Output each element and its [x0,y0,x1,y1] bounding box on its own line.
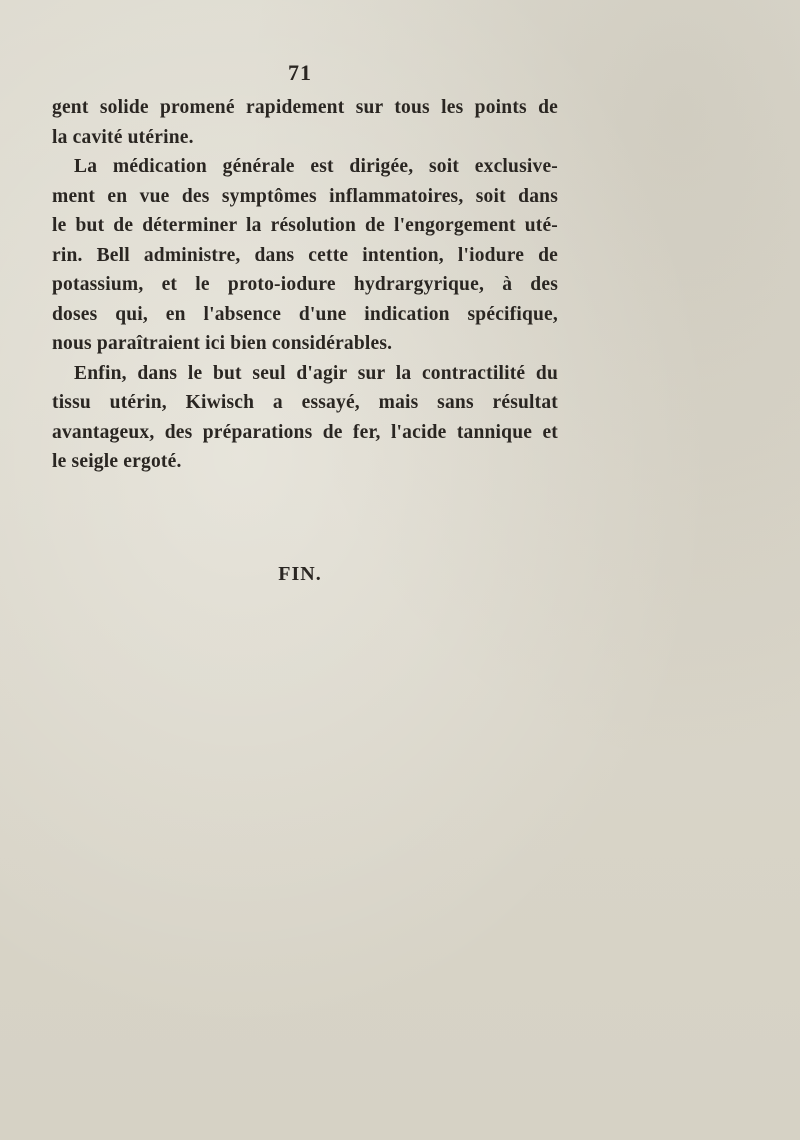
text-line: rin. Bell administre, dans cette intention, l'iodure de [52,244,558,266]
text-line: tissu utérin, Kiwisch a essayé, mais sans résultat [52,392,558,413]
text-line: La médication générale est dirigée, soit exclusive- [74,156,558,177]
paragraph-1 [52,93,558,152]
body-text [52,93,558,477]
text-line: avantageux, des préparations de fer, l'acide tannique et [52,421,558,443]
text-line: le seigle ergoté. [52,451,182,472]
text-line: gent solide promené rapidement sur tous les points de [52,97,558,118]
paragraph-2 [52,152,558,359]
text-line: potassium, et le proto-iodure hydrargyrique, à des [52,274,558,295]
text-line: le but de déterminer la résolution de l'engorgement uté- [52,215,558,236]
text-line: Enfin, dans le but seul d'agir sur la contractilité du [74,362,558,384]
paragraph-3 [52,359,558,477]
text-line: ment en vue des symptômes inflammatoires, soit dans [52,185,558,207]
closing-fin: FIN. [278,563,322,585]
text-line: doses qui, en l'absence d'une indication spécifique, [52,303,558,325]
text-line: la cavité utérine. [52,126,194,148]
text-line: nous paraîtraient ici bien considérables. [52,333,393,354]
page-number: 71 [288,60,312,85]
